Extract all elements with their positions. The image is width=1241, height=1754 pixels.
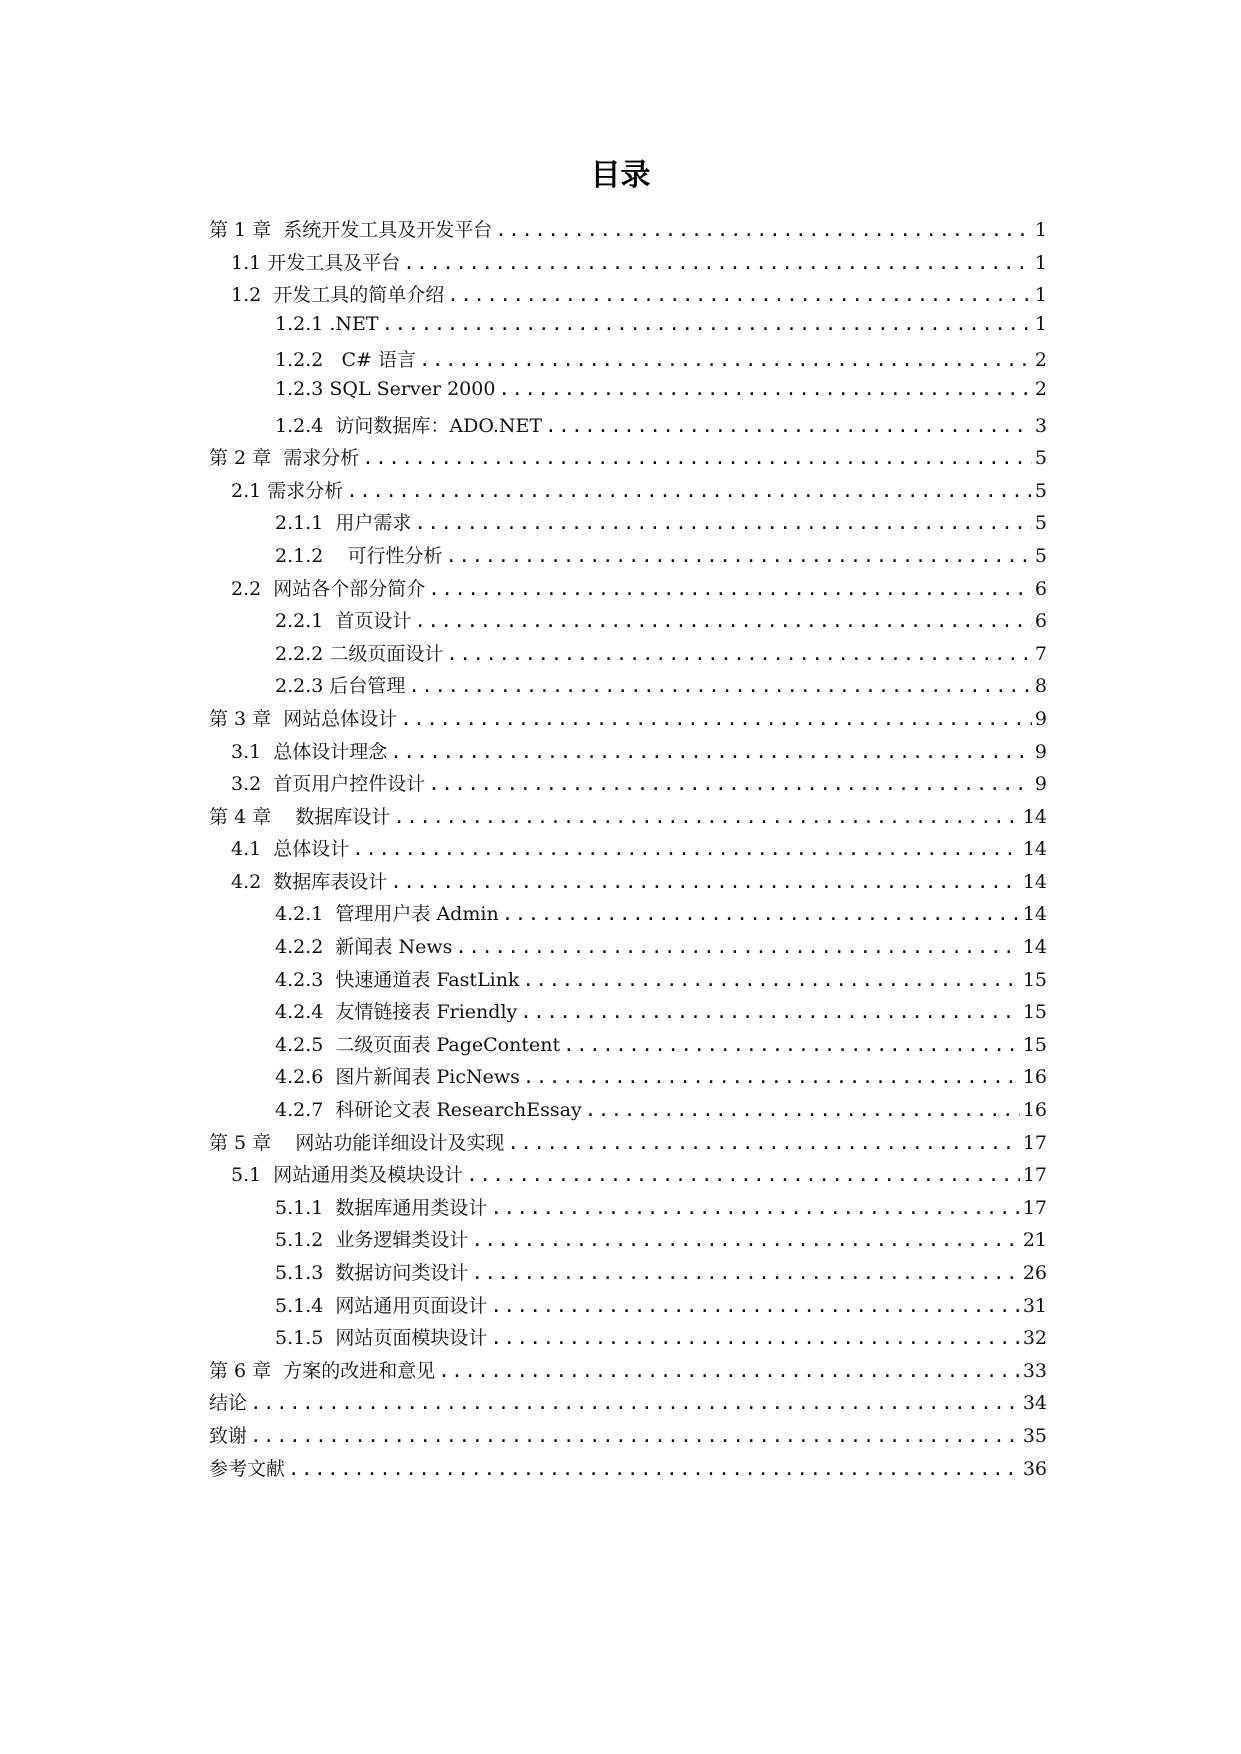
toc-page-number: 31 [1022,1294,1047,1317]
toc-entry-text: 2.2.2 二级页面设计 [275,642,444,665]
toc-dot-leader [403,252,1032,274]
toc-entry-text: 1.2 开发工具的简单介绍 [231,284,445,307]
toc-entry[interactable] [209,737,1047,770]
toc-entry[interactable] [209,834,1047,867]
toc-page-number: 9 [1034,707,1047,730]
toc-dot-leader [362,447,1032,469]
toc-dot-leader [390,871,1020,893]
toc-dot-leader [346,480,1032,502]
toc-entry[interactable] [209,802,1047,835]
toc-dot-leader [490,1295,1019,1317]
toc-dot-leader [419,349,1032,371]
toc-page-number: 6 [1034,610,1047,633]
toc-entry[interactable] [209,1291,1047,1324]
toc-page-number: 6 [1034,577,1047,600]
toc-entry-text: 2.2.3 后台管理 [275,675,406,698]
toc-entry-text: 4.2.5 二级页面表 PageContent [275,1033,561,1056]
toc-entry-text: 3.2 首页用户控件设计 [231,773,426,796]
toc-dot-leader [507,1132,1019,1154]
toc-page-number: 15 [1022,1033,1047,1056]
toc-entry-text: 4.2.6 图片新闻表 PicNews [275,1066,520,1089]
toc-entry[interactable] [209,1062,1047,1095]
toc-page-number: 1 [1034,312,1047,335]
toc-entry[interactable] [209,345,1047,378]
toc-entry[interactable] [209,1388,1047,1421]
toc-dot-leader [414,610,1031,632]
toc-entry[interactable] [209,997,1047,1030]
toc-entry[interactable] [209,1160,1047,1193]
toc-page-number: 8 [1034,675,1047,698]
toc-entry-text: 4.2.2 新闻表 News [275,936,453,959]
toc-entry[interactable] [209,965,1047,998]
toc-entry[interactable] [209,769,1047,802]
toc-entry-text: 5.1.4 网站通用页面设计 [275,1294,488,1317]
toc-entry-text: 第 6 章 方案的改进和意见 [209,1359,436,1382]
toc-entry[interactable] [209,1421,1047,1454]
toc-page-number: 15 [1022,1001,1047,1024]
toc-dot-leader [523,969,1020,991]
toc-entry-text: 2.1 需求分析 [231,479,344,502]
toc-entry-text: 4.2.4 友情链接表 Friendly [275,1001,518,1024]
toc-dot-leader [446,643,1032,665]
toc-dot-leader [250,1392,1020,1414]
toc-dot-leader [447,284,1032,306]
toc-page-number: 5 [1034,479,1047,502]
toc-page-number: 14 [1022,805,1047,828]
toc-entry[interactable] [209,1030,1047,1063]
toc-page-number: 14 [1022,838,1047,861]
toc-entry[interactable] [209,932,1047,965]
toc-entry-text: 5.1.1 数据库通用类设计 [275,1196,488,1219]
toc-page-number: 9 [1034,773,1047,796]
toc-page-number: 26 [1022,1262,1047,1284]
toc-dot-leader [390,741,1032,763]
toc-dot-leader [466,1164,1020,1186]
toc-dot-leader [495,219,1032,241]
toc-entry-text: 1.2.1 .NET [275,312,379,335]
toc-dot-leader [585,1099,1020,1121]
toc-dot-leader [523,1066,1020,1088]
toc-entry[interactable] [209,1323,1047,1356]
toc-entry[interactable] [209,1225,1047,1258]
toc-dot-leader [288,1458,1020,1480]
toc-entry-text: 第 5 章 网站功能详细设计及实现 [209,1131,505,1154]
toc-entry-text: 2.1.1 用户需求 [275,512,412,535]
toc-page-number: 17 [1022,1164,1047,1187]
toc-dot-leader [446,545,1032,567]
toc-entry-text: 5.1.3 数据访问类设计 [275,1262,469,1284]
toc-entry-text: 3.1 总体设计理念 [231,740,388,763]
toc-page-number: 3 [1034,414,1047,437]
toc-entry-text: 第 2 章 需求分析 [209,447,360,470]
toc-entry[interactable] [209,1258,1047,1291]
toc-entry[interactable] [209,1356,1047,1389]
toc-page-number: 2 [1034,377,1047,400]
toc-entry[interactable] [209,1454,1047,1487]
toc-entry-text: 1.1 开发工具及平台 [231,251,401,274]
toc-entry-text: 2.1.2 可行性分析 [275,544,443,567]
toc-page-number: 5 [1034,447,1047,470]
toc-dot-leader [490,1197,1019,1219]
toc-entry[interactable] [209,1095,1047,1128]
toc-entry[interactable] [209,671,1047,704]
toc-dot-leader [393,806,1019,828]
toc-dot-leader [438,1360,1020,1382]
toc-dot-leader [382,313,1032,335]
toc-entry[interactable] [209,1128,1047,1161]
toc-entry[interactable] [209,508,1047,541]
toc-entry-text: 第 1 章 系统开发工具及开发平台 [209,219,493,241]
toc-page-number: 14 [1022,870,1047,893]
toc-entry[interactable] [209,443,1047,476]
toc-entry[interactable] [209,899,1047,932]
toc-title: 目录 [590,158,651,193]
toc-dot-leader [490,1327,1019,1349]
toc-dot-leader [428,773,1032,795]
toc-entry-text: 5.1.2 业务逻辑类设计 [275,1229,469,1252]
toc-entry-text: 4.2.7 科研论文表 ResearchEssay [275,1099,582,1122]
toc-dot-leader [563,1034,1020,1056]
toc-entry[interactable] [209,639,1047,672]
toc-dot-leader [471,1262,1019,1284]
toc-dot-leader [408,675,1032,697]
toc-entry-text: 2.2 网站各个部分简介 [231,577,426,600]
toc-entry-text: 1.2.4 访问数据库：ADO.NET [275,414,543,437]
toc-page-number: 33 [1022,1359,1047,1382]
toc-entry[interactable] [209,541,1047,574]
toc-dot-leader [352,838,1020,860]
toc-entry-text: 5.1 网站通用类及模块设计 [231,1164,464,1187]
toc-page-number: 17 [1022,1196,1047,1219]
toc-dot-leader [520,1001,1020,1023]
toc-page-number: 36 [1022,1457,1047,1480]
toc-page-number: 14 [1022,903,1047,926]
toc-entry-text: 4.2.3 快速通道表 FastLink [275,968,520,991]
toc-entry-text: 参考文献 [209,1457,286,1480]
toc-entry[interactable] [209,1193,1047,1226]
toc-dot-leader [455,936,1019,958]
toc-page-number: 16 [1022,1066,1047,1089]
toc-dot-leader [414,512,1031,534]
toc-entry[interactable] [209,411,1047,444]
toc-page-number: 7 [1034,642,1047,665]
toc-dot-leader [545,415,1032,437]
toc-page-number: 35 [1022,1424,1047,1447]
toc-entry[interactable] [209,215,1047,248]
toc-page-number: 5 [1034,544,1047,567]
toc-entry[interactable] [209,378,1047,411]
toc-page-number: 32 [1022,1327,1047,1350]
toc-entry[interactable] [209,574,1047,607]
toc-page-number: 14 [1022,936,1047,959]
toc-entry-text: 2.2.1 首页设计 [275,610,412,633]
toc-entry-text: 第 4 章 数据库设计 [209,805,391,828]
toc-entry-text: 5.1.5 网站页面模块设计 [275,1327,488,1350]
toc-page-number: 16 [1022,1099,1047,1122]
toc-entry-text: 4.2.1 管理用户表 Admin [275,903,499,926]
toc-page-number: 5 [1034,512,1047,535]
toc-page-number: 1 [1034,251,1047,274]
toc-page-number: 9 [1034,740,1047,763]
toc-dot-leader [428,578,1032,600]
toc-page-number: 2 [1034,349,1047,372]
toc-dot-leader [498,378,1031,400]
toc-entry[interactable] [209,704,1047,737]
toc-entry[interactable] [209,867,1047,900]
toc-entry-text: 4.1 总体设计 [231,838,350,861]
toc-dot-leader [502,903,1020,925]
toc-entry-text: 第 3 章 网站总体设计 [209,707,398,730]
toc-page-number: 34 [1022,1392,1047,1415]
toc-page-number: 15 [1022,968,1047,991]
toc-dot-leader [250,1425,1020,1447]
toc-entry[interactable] [209,476,1047,509]
toc-entry[interactable] [209,280,1047,313]
toc-entry[interactable] [209,313,1047,346]
toc-page-number: 1 [1034,219,1047,241]
toc-entry-text: 结论 [209,1392,248,1415]
toc-entry-text: 1.2.2 C# 语言 [275,349,416,372]
toc-dot-leader [400,708,1032,730]
toc-entry-text: 4.2 数据库表设计 [231,870,388,893]
toc-page-number: 17 [1022,1131,1047,1154]
toc-page-number: 1 [1034,284,1047,307]
toc-entry[interactable] [209,248,1047,281]
toc-entry-text: 致谢 [209,1424,248,1447]
toc-dot-leader [471,1229,1019,1251]
toc-list [209,215,1047,1486]
toc-page-number: 21 [1022,1229,1047,1252]
toc-entry-text: 1.2.3 SQL Server 2000 [275,377,496,400]
toc-entry[interactable] [209,606,1047,639]
